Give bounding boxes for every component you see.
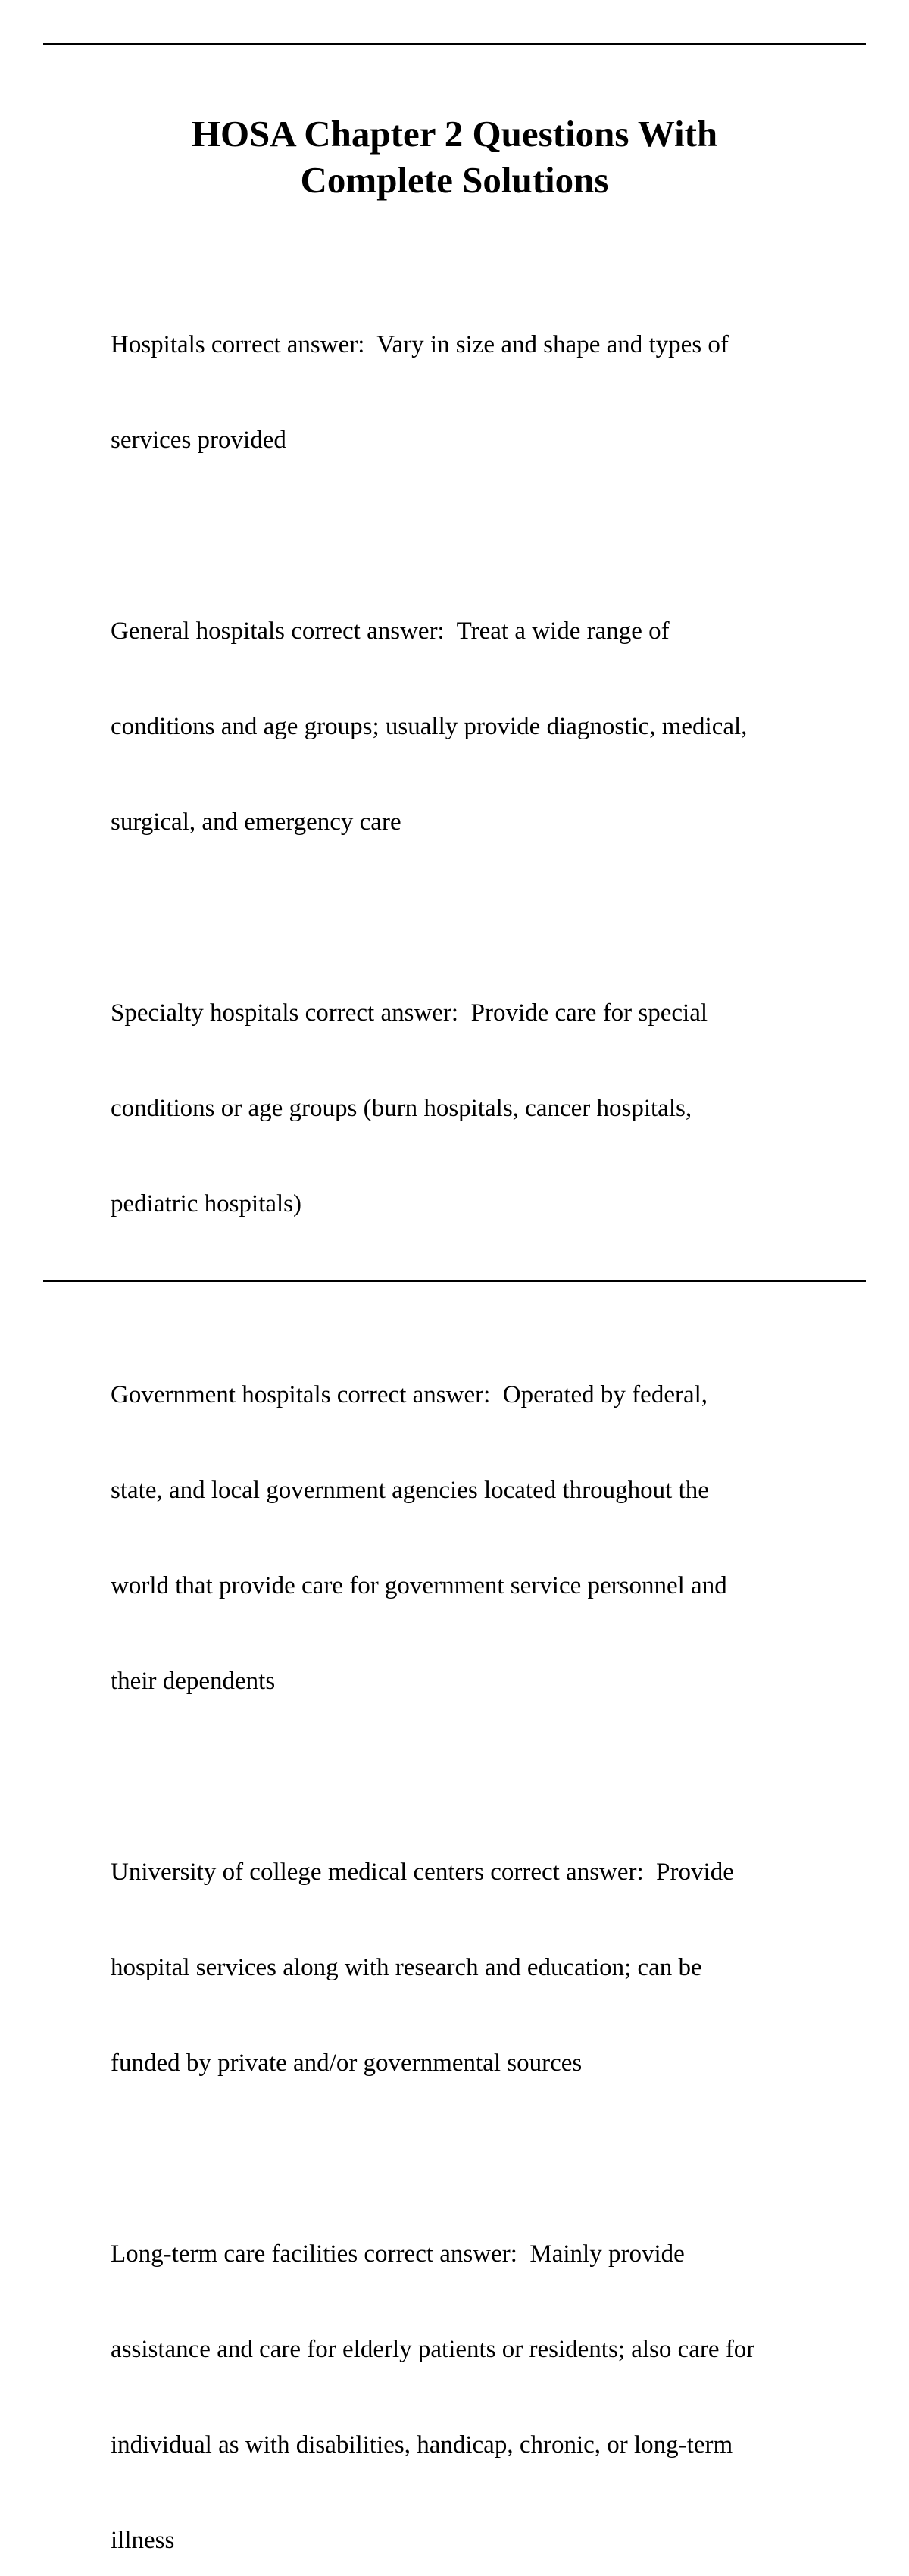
entry-line: individual as with disabilities, handicap, chronic, or long-term [111,2431,733,2459]
qa-entry-government-hospitals [111,1315,838,1761]
qa-entry-long-term-care [111,2174,838,2576]
entry-line: state, and local government agencies located throughout the [111,1477,709,1504]
qa-entry-university-medical-centers [111,1793,838,2143]
qa-list [111,265,838,2576]
entry-line: University of college medical centers correct answer: Provide [111,1859,734,1886]
entry-line: services provided [111,427,286,454]
entry-line: hospital services along with research and education; can be [111,1954,702,1981]
entry-line: Hospitals correct answer: Vary in size and shape and types of [111,331,729,358]
bottom-rule [43,1280,866,1282]
qa-entry-specialty-hospitals [111,933,838,1283]
entry-line: their dependents [111,1668,276,1695]
entry-line: pediatric hospitals) [111,1190,302,1218]
entry-line: funded by private and/or governmental sources [111,2049,583,2077]
entry-line: world that provide care for government service personnel and [111,1572,727,1599]
entry-line: Long-term care facilities correct answer: Mainly provide [111,2240,685,2268]
entry-line: assistance and care for elderly patients or residents; also care for [111,2336,755,2363]
entry-line: conditions or age groups (burn hospitals, cancer hospitals, [111,1095,692,1122]
entry-line: conditions and age groups; usually provide diagnostic, medical, [111,713,748,740]
qa-entry-hospitals [111,265,838,520]
title-line: Complete Solutions [300,159,609,201]
entry-line: surgical, and emergency care [111,808,401,836]
entry-line: General hospitals correct answer: Treat a wide range of [111,617,670,645]
entry-line: illness [111,2527,175,2554]
top-rule [43,43,866,45]
entry-line: Government hospitals correct answer: Operated by federal, [111,1381,708,1408]
title-line: HOSA Chapter 2 Questions With [191,113,718,155]
document-title [152,111,758,203]
qa-entry-general-hospitals [111,552,838,902]
entry-line: Specialty hospitals correct answer: Provide care for special [111,999,708,1027]
